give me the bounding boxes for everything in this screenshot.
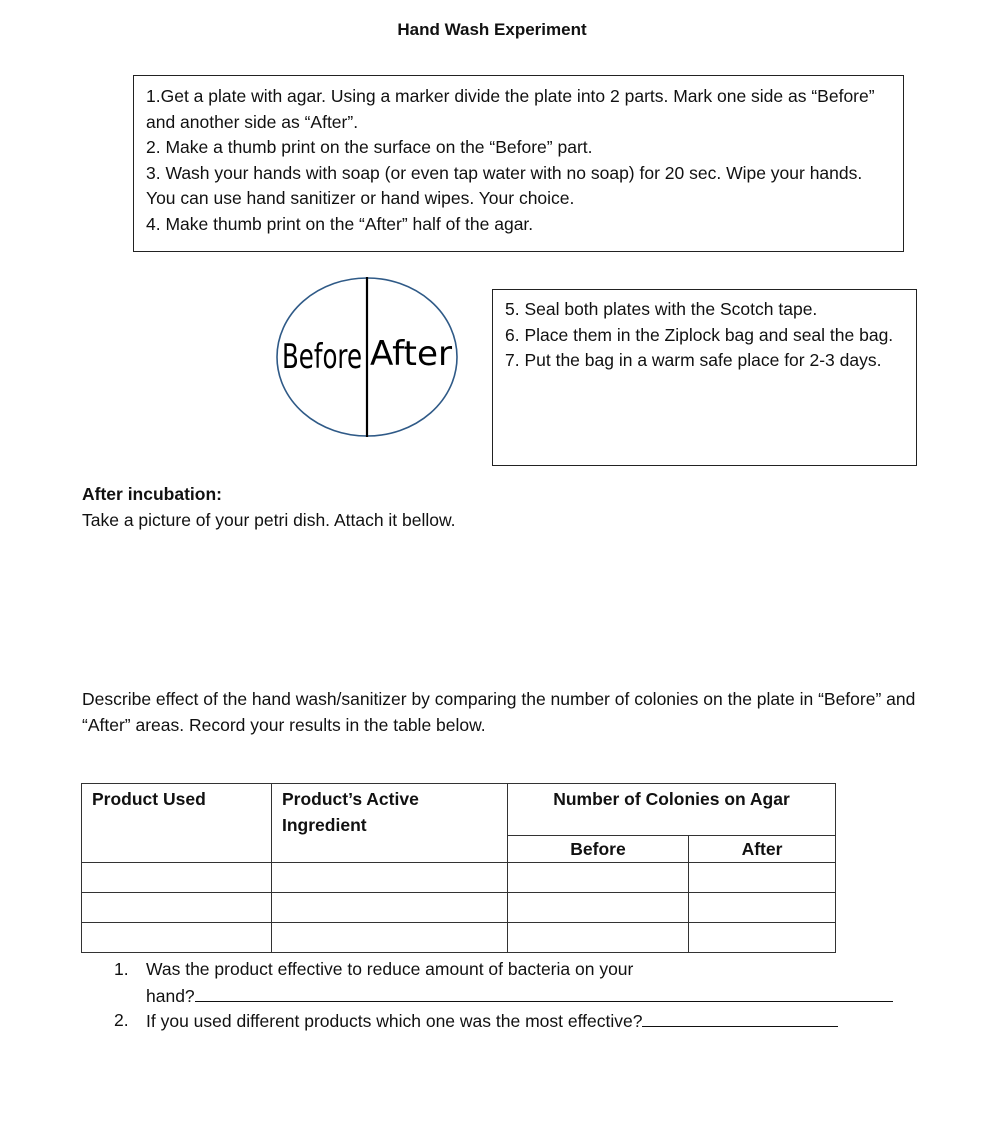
instructions-box-2 <box>492 289 917 466</box>
answer-blank-2[interactable] <box>642 1008 838 1027</box>
question-1-number: 1. <box>114 959 129 979</box>
question-2-text: If you used different products which one was the most effective? <box>146 1011 643 1031</box>
question-2-line <box>146 1008 838 1035</box>
petri-before-label: Before <box>282 337 362 377</box>
describe-paragraph: Describe effect of the hand wash/sanitizer by comparing the number of colonies on the plate in “Before” and “After” areas. Record your results in the table below. <box>82 689 916 735</box>
petri-dish-diagram <box>272 275 462 440</box>
table-header-row <box>82 784 836 836</box>
question-1-text: Was the product effective to reduce amount of bacteria on your <box>146 959 634 979</box>
step-3: 3. Wash your hands with soap (or even tap water with no soap) for 20 sec. Wipe your hands. You can use hand sanitizer or hand wipes. Your choice. <box>146 162 863 208</box>
cell-after[interactable] <box>689 863 836 893</box>
cell-before[interactable] <box>508 863 689 893</box>
table-row <box>82 863 836 893</box>
answer-blank-1[interactable] <box>195 983 893 1002</box>
cell-product[interactable] <box>82 923 272 953</box>
table-row <box>82 923 836 953</box>
step-4: 4. Make thumb print on the “After” half of the agar. <box>146 213 534 234</box>
cell-after[interactable] <box>689 923 836 953</box>
instructions-box-1 <box>133 75 904 252</box>
table-row <box>82 893 836 923</box>
cell-ingredient[interactable] <box>272 923 508 953</box>
step-1: 1.Get a plate with agar. Using a marker divide the plate into 2 parts. Mark one side as “Before” and another side as “After”. <box>146 86 875 132</box>
step-6: 6. Place them in the Ziplock bag and seal the bag. <box>505 324 894 345</box>
question-1-text-end: hand? <box>146 986 195 1006</box>
header-before: Before <box>508 836 689 863</box>
header-active-ingredient: Product’s Active Ingredient <box>272 784 508 863</box>
cell-product[interactable] <box>82 893 272 923</box>
step-5: 5. Seal both plates with the Scotch tape. <box>505 299 818 319</box>
cell-before[interactable] <box>508 923 689 953</box>
header-number-of-colonies: Number of Colonies on Agar <box>508 784 836 836</box>
results-table <box>81 783 836 953</box>
after-incubation-instruction: Take a picture of your petri dish. Attach it bellow. <box>82 510 456 530</box>
petri-after-label: After <box>370 334 453 374</box>
header-after: After <box>689 836 836 863</box>
cell-product[interactable] <box>82 863 272 893</box>
after-incubation-heading: After incubation: <box>82 484 222 504</box>
page-title: Hand Wash Experiment <box>397 20 587 39</box>
cell-ingredient[interactable] <box>272 863 508 893</box>
cell-before[interactable] <box>508 893 689 923</box>
step-7: 7. Put the bag in a warm safe place for 2-3 days. <box>505 350 882 370</box>
cell-after[interactable] <box>689 893 836 923</box>
question-1-text-line2 <box>146 983 893 1010</box>
cell-ingredient[interactable] <box>272 893 508 923</box>
step-2: 2. Make a thumb print on the surface on the “Before” part. <box>146 137 593 157</box>
header-product-used: Product Used <box>82 784 272 863</box>
question-2-number: 2. <box>114 1010 129 1030</box>
